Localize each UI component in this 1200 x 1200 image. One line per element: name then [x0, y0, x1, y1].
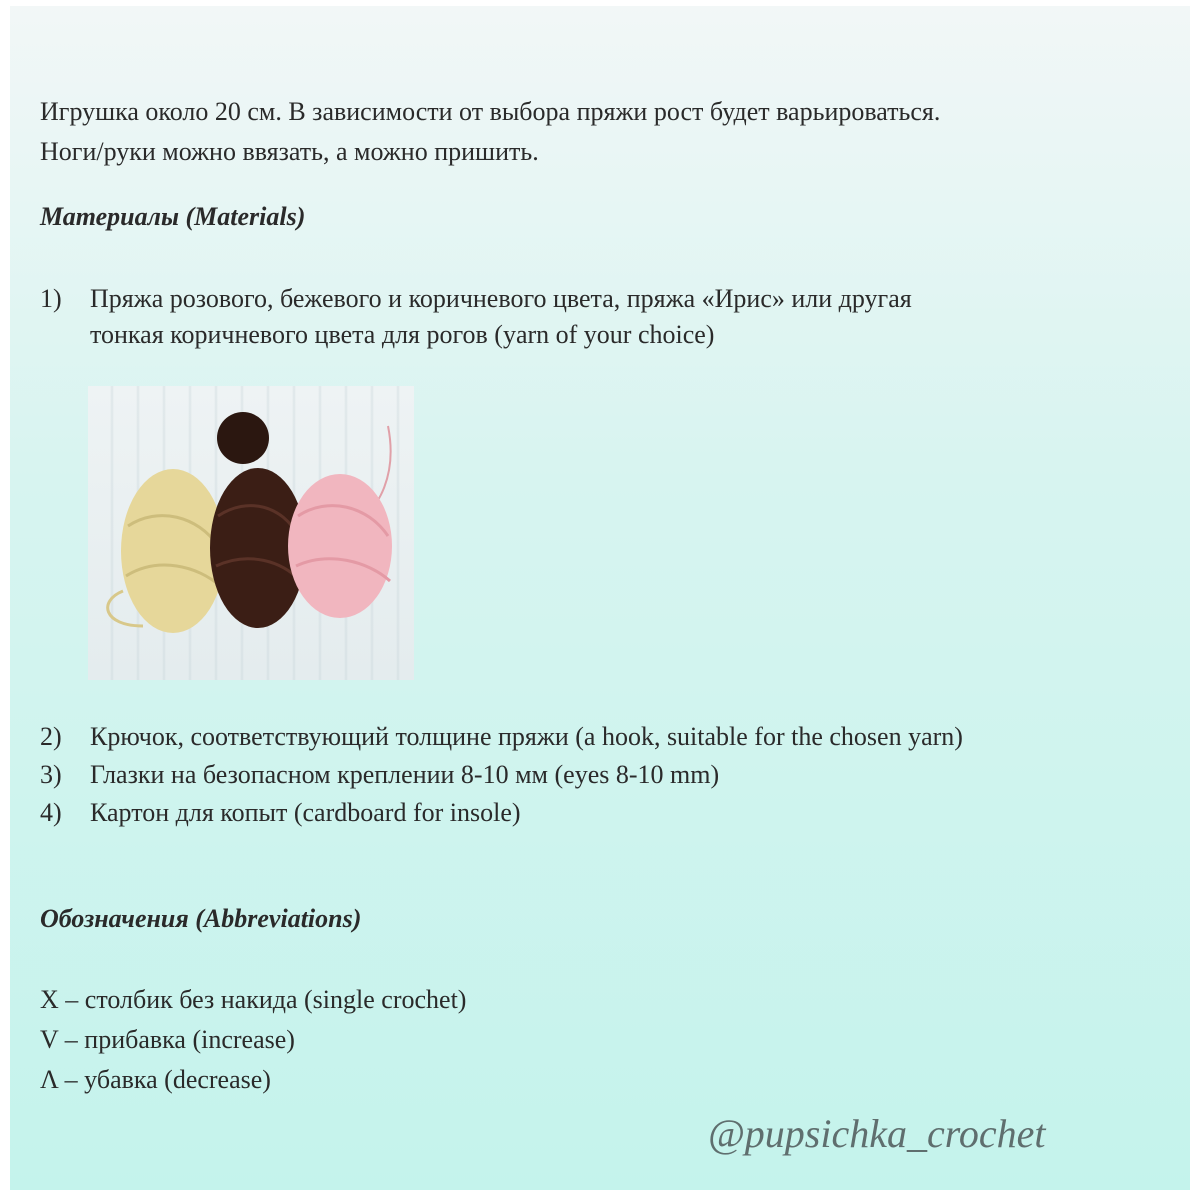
item-number: 4): [40, 798, 62, 827]
author-watermark: @pupsichka_crochet: [708, 1111, 1046, 1156]
item-number: 1): [40, 284, 62, 313]
intro-line-2: Ноги/руки можно ввязать, а можно пришить.: [40, 137, 539, 166]
item-text: Глазки на безопасном креплении 8-10 мм (eyes 8-10 mm): [90, 760, 720, 789]
item-number: 2): [40, 722, 62, 751]
beige-yarn-ball: [121, 469, 225, 633]
abbreviation-increase: V – прибавка (increase): [40, 1025, 295, 1054]
pink-yarn-ball: [288, 474, 392, 618]
item-text-line-1: Пряжа розового, бежевого и коричневого цвета, пряжа «Ирис» или другая: [90, 284, 912, 313]
abbreviations-heading: Обозначения (Abbreviations): [40, 904, 362, 933]
item-number: 3): [40, 760, 62, 789]
intro-line-1: Игрушка около 20 см. В зависимости от выбора пряжи рост будет варьироваться.: [40, 97, 941, 126]
abbreviations-list: [40, 980, 466, 1100]
abbreviation-decrease: Λ – убавка (decrease): [40, 1065, 271, 1094]
item-text: Крючок, соответствующий толщине пряжи (a hook, suitable for the chosen yarn): [90, 722, 963, 751]
intro-paragraph: [40, 92, 940, 172]
materials-heading: Материалы (Materials): [40, 202, 306, 231]
yarn-photo-illustration: [88, 386, 414, 680]
item-text: Картон для копыт (cardboard for insole): [90, 798, 521, 827]
small-brown-yarn-ball: [217, 412, 269, 464]
yarn-photo: [88, 386, 414, 680]
abbreviation-single-crochet: X – столбик без накида (single crochet): [40, 985, 467, 1014]
item-text-line-2: тонкая коричневого цвета для рогов (yarn of your choice): [90, 320, 715, 349]
